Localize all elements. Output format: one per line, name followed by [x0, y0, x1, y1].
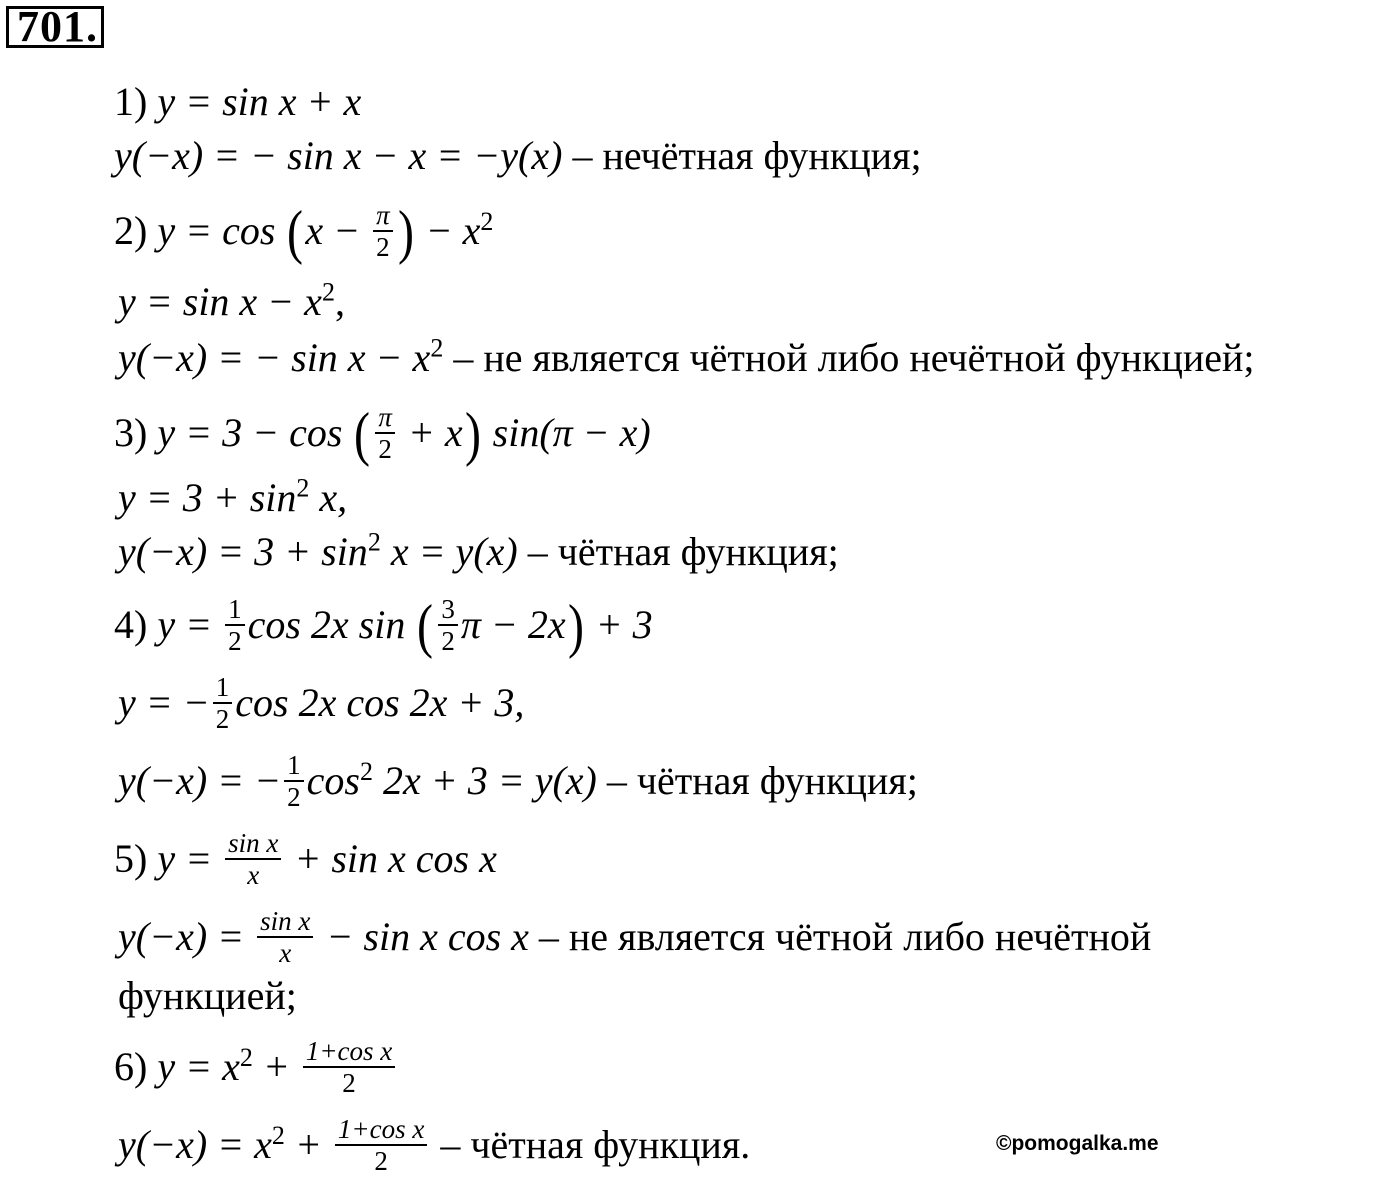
fraction: [335, 1114, 427, 1176]
item-label: 5): [114, 836, 158, 882]
formula-part: +: [252, 1044, 300, 1090]
line-9: [114, 593, 653, 659]
formula-part: ,: [334, 279, 345, 324]
item-label: 4): [114, 602, 158, 648]
line-6: [114, 401, 651, 467]
conclusion-text: – не является чётной либо нечётной функцией;: [443, 335, 1255, 380]
formula-part: y(−x) = x: [118, 1122, 272, 1168]
conclusion-text: – чётная функция;: [596, 758, 918, 804]
denominator: x: [247, 860, 260, 890]
conclusion-text: – не является чётной либо нечётной: [528, 914, 1152, 960]
denominator: 2: [374, 1146, 388, 1176]
line-1: [114, 79, 362, 124]
formula-part: + 3: [585, 602, 653, 648]
formula-part: cos 2x cos 2x + 3,: [235, 680, 525, 726]
line-15: [114, 1036, 398, 1098]
problem-number: 701.: [17, 2, 98, 51]
exponent: 2: [480, 206, 494, 236]
line-7: [118, 473, 348, 520]
formula-part: π − 2x: [460, 602, 566, 648]
numerator: 1: [213, 672, 233, 704]
line-16: [118, 1114, 751, 1176]
fraction: [373, 200, 393, 262]
fraction: [303, 1036, 395, 1098]
formula-part: y(−x) = −: [118, 758, 282, 804]
right-paren: ): [464, 401, 481, 467]
left-paren: (: [287, 199, 304, 265]
formula: y(−x) = − sin x − x = −y(x): [114, 133, 563, 178]
line-10: [118, 672, 525, 734]
numerator: 1: [225, 594, 245, 626]
fraction: [225, 828, 281, 890]
formula-part: + x: [397, 410, 463, 456]
line-11: [118, 750, 918, 812]
numerator: sin x: [257, 906, 313, 938]
item-label: 1): [114, 79, 158, 124]
exponent: 2: [271, 1120, 285, 1150]
fraction: [438, 594, 458, 656]
line-2: [114, 133, 922, 178]
formula-part: cos 2x sin: [247, 602, 416, 648]
formula-part: y(−x) =: [118, 914, 255, 960]
formula-part: y =: [157, 602, 223, 648]
denominator: 2: [215, 704, 230, 734]
numerator: sin x: [225, 828, 281, 860]
exponent: 2: [296, 473, 310, 503]
formula-part: 2x + 3 = y(x): [372, 758, 597, 804]
exponent: 2: [367, 527, 381, 557]
formula-part: y = 3 − cos: [157, 410, 353, 456]
line-14: [118, 973, 297, 1018]
formula-part: y = sin x − x: [118, 279, 322, 324]
watermark: ©pomogalka.me: [996, 1132, 1159, 1155]
line-13: [118, 906, 1152, 968]
formula-part: y =: [157, 836, 223, 882]
denominator: 2: [342, 1068, 356, 1098]
fraction: [257, 906, 313, 968]
exponent: 2: [359, 756, 373, 786]
item-label: 6): [114, 1044, 158, 1090]
item-label: 3): [114, 410, 158, 456]
denominator: 2: [228, 626, 242, 656]
formula-part: x −: [305, 208, 371, 254]
fraction: [225, 594, 245, 656]
formula-part: y(−x) = − sin x − x: [118, 335, 431, 380]
right-paren: ): [567, 593, 584, 659]
denominator: 2: [378, 434, 392, 464]
denominator: 2: [287, 782, 301, 812]
formula-part: x = y(x): [380, 529, 518, 574]
numerator: π: [375, 402, 395, 434]
formula-part: y = 3 + sin: [118, 475, 297, 520]
formula-part: +: [284, 1122, 332, 1168]
formula-part: − x: [415, 208, 481, 254]
conclusion-text: – чётная функция;: [517, 529, 839, 574]
fraction: [213, 672, 233, 734]
conclusion-text: функцией;: [118, 973, 297, 1018]
formula-part: y = x: [157, 1044, 240, 1090]
denominator: x: [279, 938, 292, 968]
item-label: 2): [114, 208, 158, 254]
denominator: 2: [376, 232, 390, 262]
exponent: 2: [430, 333, 444, 363]
conclusion-text: – чётная функция.: [430, 1122, 751, 1168]
line-5: [118, 333, 1255, 380]
formula-part: x,: [309, 475, 348, 520]
formula-part: y = cos: [157, 208, 286, 254]
denominator: 2: [441, 626, 455, 656]
fraction: [375, 402, 395, 464]
exponent: 2: [239, 1042, 253, 1072]
conclusion-text: – нечётная функция;: [562, 133, 922, 178]
numerator: 1+cos x: [303, 1036, 395, 1068]
formula: y = sin x + x: [157, 79, 362, 124]
problem-number-box: [6, 2, 104, 51]
formula-part: sin(π − x): [482, 410, 651, 456]
line-3: [114, 199, 494, 265]
numerator: 3: [438, 594, 458, 626]
line-12: [114, 828, 497, 890]
fraction: [284, 750, 304, 812]
line-8: [118, 527, 839, 574]
numerator: 1+cos x: [335, 1114, 427, 1146]
right-paren: ): [397, 199, 414, 265]
formula-part: y(−x) = 3 + sin: [118, 529, 368, 574]
formula-part: y = −: [118, 680, 210, 726]
numerator: 1: [284, 750, 304, 782]
left-paren: (: [354, 401, 371, 467]
left-paren: (: [417, 593, 434, 659]
exponent: 2: [321, 277, 335, 307]
numerator: π: [373, 200, 393, 232]
formula-part: + sin x cos x: [284, 836, 497, 882]
formula-part: − sin x cos x: [316, 914, 529, 960]
formula-part: cos: [306, 758, 360, 804]
line-4: [118, 277, 345, 324]
